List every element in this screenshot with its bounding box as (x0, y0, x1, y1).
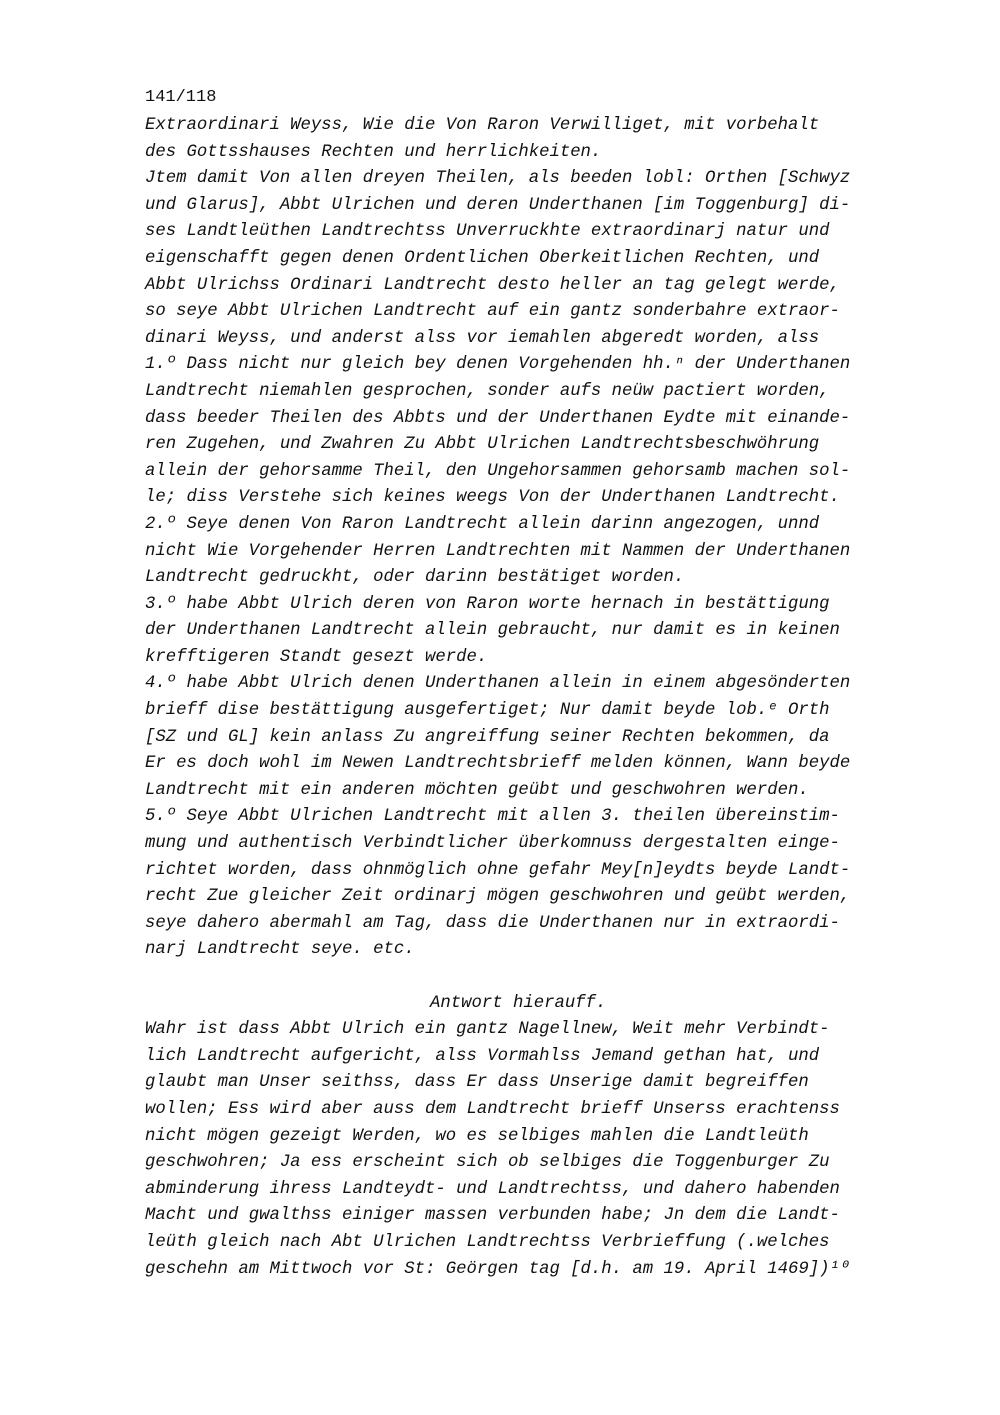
text-line: geschwohren; Ja ess erscheint sich ob selbiges die Toggenburger Zu (145, 1153, 830, 1173)
text-line: Landtrecht mit ein anderen möchten geübt und geschwohren werden. (145, 780, 809, 800)
text-line: Wahr ist dass Abbt Ulrich ein gantz Nagellnew, Weit mehr Verbindt- (145, 1020, 830, 1040)
text-line: narj Landtrecht seye. etc. (145, 940, 415, 960)
text-line: richtet worden, dass ohnmöglich ohne gefahr Mey[n]eydts beyde Landt- (145, 860, 851, 880)
document-body (145, 113, 905, 1283)
text-line: und Glarus], Abbt Ulrichen und deren Underthanen [im Toggenburg] di- (145, 195, 851, 215)
page-number: 141/118 (145, 88, 217, 107)
section-1 (145, 113, 905, 964)
text-line: ses Landtleüthen Landtrechtss Unverruckhte extraordinarj natur und (145, 222, 830, 242)
text-line: glaubt man Unser seithss, dass Er dass Unserige damit begreiffen (145, 1073, 809, 1093)
text-line: der Underthanen Landtrecht allein gebraucht, nur damit es in keinen (145, 621, 840, 641)
text-line: krefftigeren Standt gesezt werde. (145, 647, 488, 667)
text-line: nicht Wie Vorgehender Herren Landtrechten mit Nammen der Underthanen (145, 541, 851, 561)
text-line: geschehn am Mittwoch vor St: Geörgen tag [d.h. am 19. April 1469])¹⁰ (145, 1259, 851, 1279)
text-line: 3.º habe Abbt Ulrich deren von Raron worte hernach in bestättigung (145, 594, 830, 614)
text-line: [SZ und GL] kein anlass Zu angreiffung seiner Rechten bekommen, da (145, 727, 830, 747)
paragraph-gap (145, 964, 905, 991)
text-line: leüth gleich nach Abt Ulrichen Landtrechtss Verbrieffung (.welches (145, 1232, 830, 1252)
text-line: Er es doch wohl im Newen Landtrechtsbrieff melden können, Wann beyde (145, 754, 851, 774)
text-line: Landtrecht gedruckht, oder darinn bestätiget worden. (145, 568, 685, 588)
text-line: wollen; Ess wird aber auss dem Landtrecht brieff Unserss erachtenss (145, 1099, 840, 1119)
section-heading: Antwort hierauff. (430, 993, 607, 1013)
text-line: recht Zue gleicher Zeit ordinarj mögen geschwohren und geübt werden, (145, 887, 851, 907)
text-line: des Gottsshauses Rechten und herrlichkeiten. (145, 142, 602, 162)
text-line: seye dahero abermahl am Tag, dass die Underthanen nur in extraordi- (145, 913, 840, 933)
text-line: allein der gehorsamme Theil, den Ungehorsammen gehorsamb machen sol- (145, 461, 851, 481)
section-2 (145, 1017, 905, 1283)
text-line: dass beeder Theilen des Abbts und der Underthanen Eydte mit einande- (145, 408, 851, 428)
text-line: dinari Weyss, und anderst alss vor iemahlen abgeredt worden, alss (145, 328, 820, 348)
text-line: Jtem damit Von allen dreyen Theilen, als beeden lobl: Orthen [Schwyz (145, 169, 851, 189)
text-line: Macht und gwalthss einiger massen verbunden habe; Jn dem die Landt- (145, 1206, 840, 1226)
document-page (145, 86, 905, 1283)
text-line: 4.º habe Abbt Ulrich denen Underthanen allein in einem abgesönderten (145, 674, 851, 694)
text-line: ren Zugehen, und Zwahren Zu Abbt Ulrichen Landtrechtsbeschwöhrung (145, 435, 820, 455)
text-line: nicht mögen gezeigt Werden, wo es selbiges mahlen die Landtleüth (145, 1126, 809, 1146)
text-line: 5.º Seye Abbt Ulrichen Landtrecht mit allen 3. theilen übereinstim- (145, 807, 840, 827)
text-line: lich Landtrecht aufgericht, alss Vormahlss Jemand gethan hat, und (145, 1046, 820, 1066)
text-line: 2.º Seye denen Von Raron Landtrecht allein darinn angezogen, unnd (145, 514, 820, 534)
text-line: brieff dise bestättigung ausgefertiget; Nur damit beyde lob.ᵉ Orth (145, 701, 830, 721)
text-line: le; diss Verstehe sich keines weegs Von der Underthanen Landtrecht. (145, 488, 840, 508)
text-line: Landtrecht niemahlen gesprochen, sonder aufs neüw pactiert worden, (145, 381, 830, 401)
text-line: Abbt Ulrichss Ordinari Landtrecht desto heller an tag gelegt werde, (145, 275, 840, 295)
text-line: Extraordinari Weyss, Wie die Von Raron Verwilliget, mit vorbehalt (145, 116, 820, 135)
text-line: mung und authentisch Verbindtlicher überkomnuss dergestalten einge- (145, 834, 840, 854)
text-line: eigenschafft gegen denen Ordentlichen Oberkeitlichen Rechten, und (145, 248, 820, 268)
text-line: 1.º Dass nicht nur gleich bey denen Vorgehenden hh.ⁿ der Underthanen (145, 355, 851, 375)
text-line: abminderung ihress Landteydt- und Landtrechtss, und dahero habenden (145, 1179, 840, 1199)
text-line: so seye Abbt Ulrichen Landtrecht auf ein gantz sonderbahre extraor- (145, 302, 840, 322)
